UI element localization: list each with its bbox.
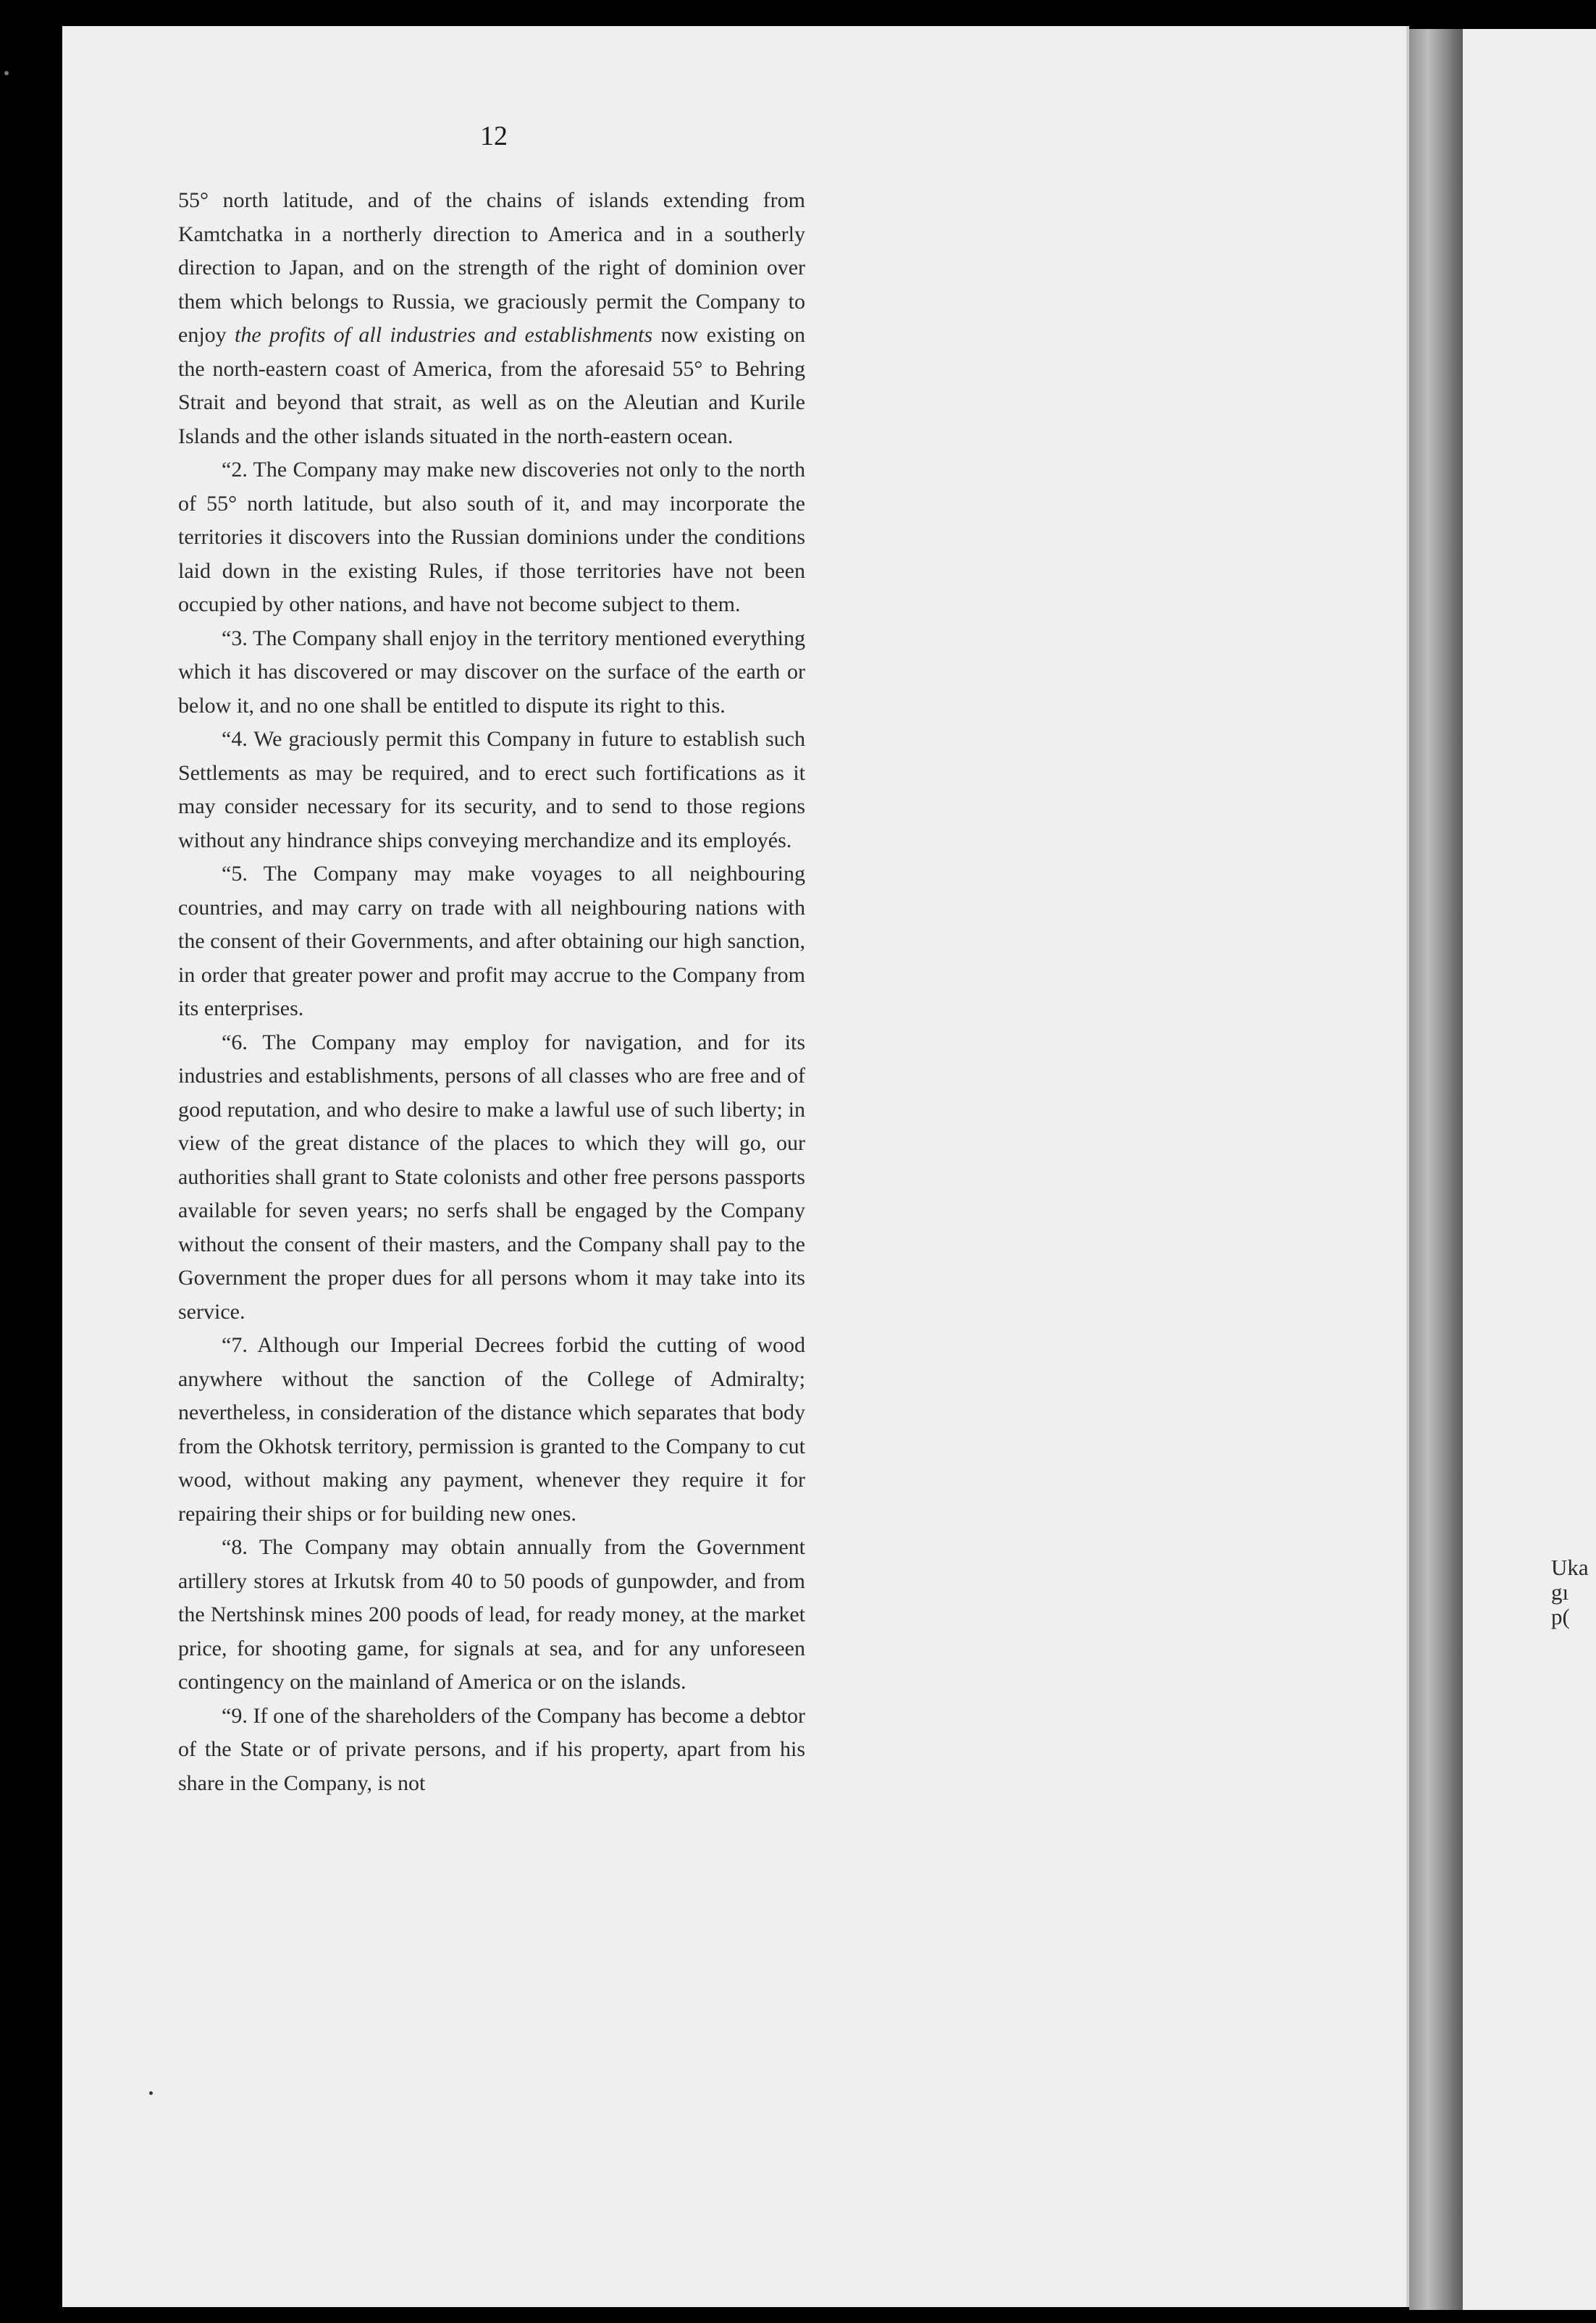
body-text bbox=[178, 184, 805, 1800]
article-3: “3. The Company shall enjoy in the territory mentioned everything which it has discovered or may discover on the surface of the earth or below it, and no one shall be entitled to dispute its right to this. bbox=[178, 626, 805, 718]
article-4: “4. We graciously permit this Company in future to establish such Settlements as may be required, and to erect such fortifications as it may consider necessary for its security, and to send to those regions without any hindrance ships conveying merchandize and its employés. bbox=[178, 727, 805, 852]
facing-fragment-line: Uka bbox=[1551, 1555, 1589, 1580]
article-7: “7. Although our Imperial Decrees forbid the cutting of wood anywhere without the sanction of the College of Admiralty; nevertheless, in consideration of the distance which separates that body from the Okhotsk territory, permission is granted to the Company to cut wood, without making any payment, whenever they require it for repairing their ships or for building new ones. bbox=[178, 1333, 805, 1526]
book-spine bbox=[1409, 29, 1463, 2310]
facing-page-margin-fragment bbox=[1551, 1555, 1596, 1629]
article-9: “9. If one of the shareholders of the Company has become a debtor of the State or of private persons, and if his property, apart from his share in the Company, is not bbox=[178, 1703, 805, 1795]
facing-fragment-line: p( bbox=[1551, 1604, 1570, 1629]
facing-page bbox=[1463, 29, 1596, 2310]
page-number: 12 bbox=[480, 121, 508, 151]
article-5: “5. The Company may make voyages to all neighbouring countries, and may carry on trade with all neighbouring nations with the consent of their Governments, and after obtaining our high sanction, in order that greater power and profit may accrue to the Company from its enterprises. bbox=[178, 862, 805, 1020]
paragraph-continuation bbox=[178, 184, 805, 453]
paragraph-text: now existing on the north-eastern coast of America, from the aforesaid 55° to Behring Strait and beyond that strait, as well as on the Aleutian and Kurile Islands and the other islands situated in the north-eastern ocean. bbox=[178, 323, 805, 448]
scan-edge-speck bbox=[4, 71, 9, 75]
stray-ink-mark bbox=[149, 2091, 153, 2095]
facing-fragment-line: gı bbox=[1551, 1579, 1569, 1605]
article-6: “6. The Company may employ for navigation, and for its industries and establishments, persons of all classes who are free and of good reputation, and who desire to make a lawful use of such liberty; in view of the great distance of the places to which they will go, our authorities shall grant to State colonists and other free persons passports available for seven years; no serfs shall be engaged by the Company without the consent of their masters, and the Company shall pay to the Government the proper dues for all persons whom it may take into its service. bbox=[178, 1030, 805, 1324]
article-8: “8. The Company may obtain annually from the Government artillery stores at Irkutsk from 40 to 50 poods of gunpowder, and from the Nertshinsk mines 200 poods of lead, for ready money, at the market price, for shooting game, for signals at sea, and for any unforeseen contingency on the mainland of America or on the islands. bbox=[178, 1535, 805, 1694]
emphasized-phrase: the profits of all industries and establishments bbox=[235, 323, 653, 347]
paragraph-text: 55° north latitude, and of the chains of islands extending from Kamtchatka in a northerly direction to America and in a southerly direction to Japan, and on the strength of the right of dominion over them which belongs to Russia, we graciously permit the Company to enjoy bbox=[178, 188, 805, 347]
article-2: “2. The Company may make new discoveries not only to the north of 55° north latitude, but also south of it, and may incorporate the territories it discovers into the Russian dominions under the conditions laid down in the existing Rules, if those territories have not been occupied by other nations, and have not become subject to them. bbox=[178, 458, 805, 616]
